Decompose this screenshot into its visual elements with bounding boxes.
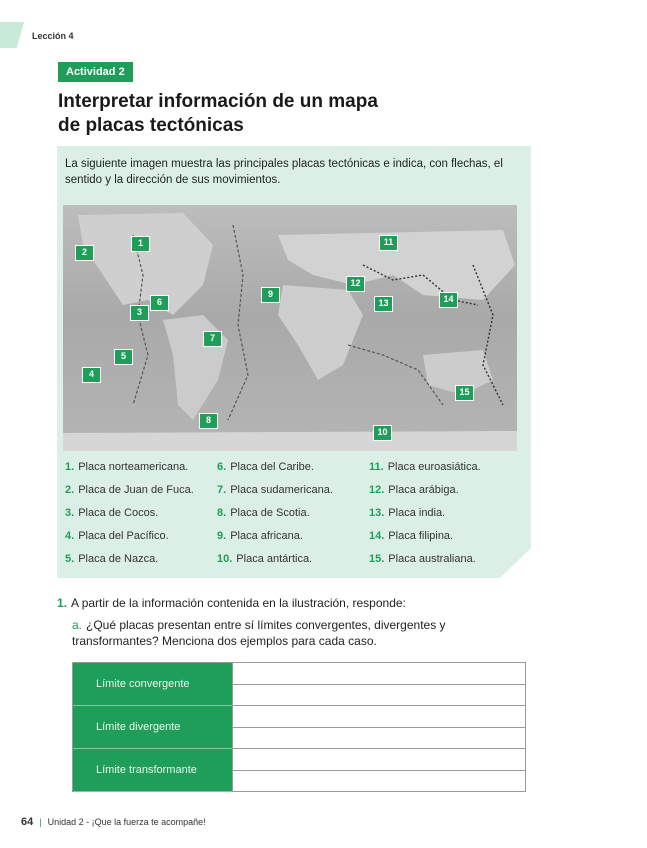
row-label-transform: Límite transformante [73,749,232,792]
answer-row-divergent [73,706,525,749]
map-tag-15: 15 [455,385,474,401]
row-label-convergent: Límite convergente [73,663,232,706]
question-1-text: A partir de la información contenida en la ilustración, responde: [71,596,406,610]
answer-line[interactable] [232,727,525,728]
legend-item: 15. Placa australiana. [369,553,476,565]
legend-item: 4. Placa del Pacífico. [65,530,169,542]
map-tag-4: 4 [82,367,101,383]
map-tag-5: 5 [114,349,133,365]
page-footer [21,816,206,828]
map-tag-1: 1 [131,236,150,252]
page-number: 64 [21,816,34,828]
plates-legend-column-2 [217,460,333,575]
map-tag-13: 13 [374,296,393,312]
north-america-landmass [78,213,213,315]
map-tag-6: 6 [150,295,169,311]
map-tag-14: 14 [439,292,458,308]
legend-item: 5. Placa de Nazca. [65,553,159,565]
lesson-label: Lección 4 [32,31,74,41]
map-tag-11: 11 [379,235,398,251]
legend-item: 3. Placa de Cocos. [65,507,159,519]
map-tag-10: 10 [373,425,392,441]
question-1a [72,617,492,649]
legend-item: 8. Placa de Scotia. [217,507,310,519]
row-label-divergent: Límite divergente [73,706,232,749]
legend-item: 7. Placa sudamericana. [217,484,333,496]
legend-item: 6. Placa del Caribe. [217,461,314,473]
map-tag-9: 9 [261,287,280,303]
tectonic-plates-map [63,205,517,451]
answer-line[interactable] [232,770,525,771]
title-line-2: de placas tectónicas [58,115,244,136]
plates-legend-column-3 [369,460,481,575]
answer-table [72,662,526,792]
legend-item: 2. Placa de Juan de Fuca. [65,484,194,496]
footer-separator: | [39,817,42,827]
question-1a-letter: a. [72,618,83,632]
mid-atlantic-ridge [228,225,248,420]
answer-row-convergent [73,663,525,706]
title-line-1: Interpretar información de un mapa [58,91,378,112]
map-tag-2: 2 [75,245,94,261]
question-1a-text: ¿Qué placas presentan entre sí límites convergentes, divergentes y transformantes? Menciona dos ejemplos para cada caso. [72,618,446,648]
legend-item: 12. Placa arábiga. [369,484,459,496]
antarctica-landmass [63,431,517,451]
map-tag-12: 12 [346,276,365,292]
answer-line[interactable] [232,684,525,685]
intro-text: La siguiente imagen muestra las principales placas tectónicas e indica, con flechas, el sentido y la dirección de sus movimientos. [65,158,503,186]
question-1-number: 1. [57,596,68,610]
africa-landmass [278,285,363,380]
legend-item: 9. Placa africana. [217,530,303,542]
lesson-tab-shape [0,22,24,48]
activity-title [58,90,458,138]
activity-badge: Actividad 2 [58,62,133,82]
legend-item: 14. Placa filipina. [369,530,454,542]
map-tag-8: 8 [199,413,218,429]
legend-item: 10. Placa antártica. [217,553,313,565]
map-tag-7: 7 [203,331,222,347]
unit-title: Unidad 2 - ¡Que la fuerza te acompañe! [47,817,206,827]
legend-item: 1. Placa norteamericana. [65,461,189,473]
plates-legend-column-1 [65,460,194,575]
answer-row-transform [73,749,525,792]
legend-item: 13. Placa india. [369,507,446,519]
question-1 [57,596,406,610]
legend-item: 11. Placa euroasiática. [369,461,481,473]
map-tag-3: 3 [130,305,149,321]
